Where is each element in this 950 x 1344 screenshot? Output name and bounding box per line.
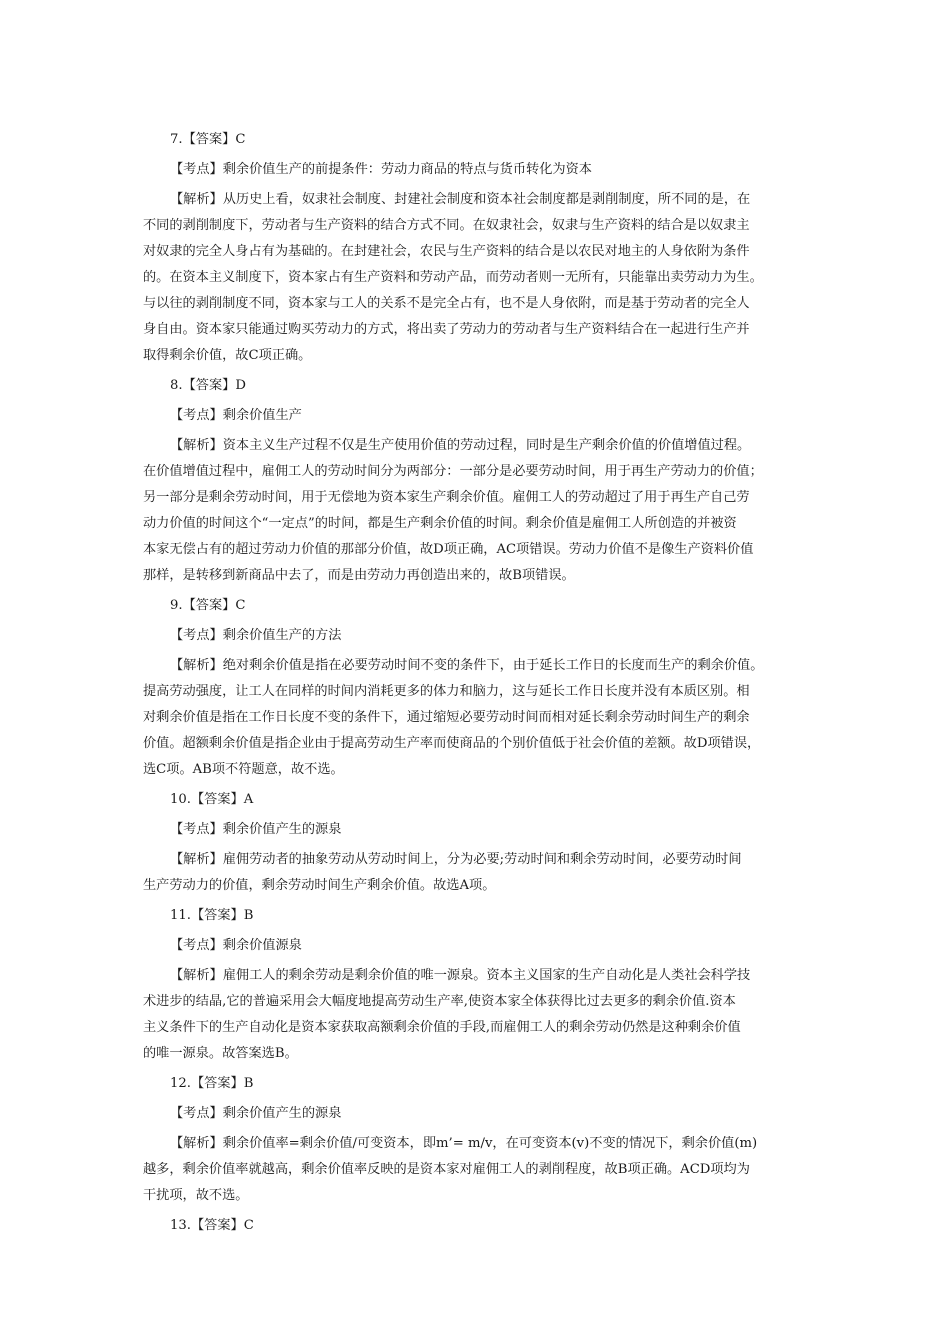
analysis-line: 越多，剩余价值率就越高，剩余价值率反映的是资本家对雇佣工人的剥削程度，故B项正确。ACD项均为 xyxy=(143,1162,750,1177)
analysis-line: 术进步的结晶,它的普遍采用会大幅度地提高劳动生产率,使资本家全体获得比过去更多的剩余价值.资本 xyxy=(143,994,736,1009)
question-7-explanation xyxy=(143,127,813,369)
question-9-explanation xyxy=(143,593,813,783)
knowledge-point-line: 【考点】剩余价值生产的方法 xyxy=(170,628,342,643)
analysis-line: 另一部分是剩余劳动时间，用于无偿地为资本家生产剩余价值。雇佣工人的劳动超过了用于再生产自己劳 xyxy=(143,490,750,505)
analysis-paragraph xyxy=(143,187,813,369)
analysis-paragraph xyxy=(143,847,813,899)
analysis-line: 【解析】雇佣工人的剩余劳动是剩余价值的唯一源泉。资本主义国家的生产自动化是人类社会科学技 xyxy=(170,968,751,983)
knowledge-point-line: 【考点】剩余价值产生的源泉 xyxy=(170,1106,342,1121)
analysis-line: 取得剩余价值，故C项正确。 xyxy=(143,348,312,363)
analysis-line: 那样，是转移到新商品中去了，而是由劳动力再创造出来的，故B项错误。 xyxy=(143,568,575,583)
analysis-line: 生产劳动力的价值，剩余劳动时间生产剩余价值。故选A项。 xyxy=(143,878,496,893)
answer-line: 10.【答案】A xyxy=(170,792,254,807)
answer-line: 8.【答案】D xyxy=(170,378,246,393)
analysis-line: 对奴隶的完全人身占有为基础的。在封建社会，农民与生产资料的结合是以农民对地主的人身依附为条件 xyxy=(143,244,750,259)
knowledge-point-line: 【考点】剩余价值生产 xyxy=(170,408,302,423)
question-11-explanation xyxy=(143,903,813,1067)
analysis-paragraph xyxy=(143,963,813,1067)
question-10-explanation xyxy=(143,787,813,899)
analysis-line: 价值。超额剩余价值是指企业由于提高劳动生产率而使商品的个别价值低于社会价值的差额。故D项错误， xyxy=(143,736,761,751)
analysis-paragraph xyxy=(143,653,813,783)
analysis-line: 【解析】绝对剩余价值是指在必要劳动时间不变的条件下，由于延长工作日的长度而生产的剩余价值。 xyxy=(170,658,764,673)
analysis-line: 【解析】剩余价值率=剩余价值/可变资本，即m’= m/v，在可变资本(v)不变的情况下，剩余价值(m) xyxy=(170,1136,758,1151)
analysis-line: 本家无偿占有的超过劳动力价值的那部分价值，故D项正确，AC项错误。劳动力价值不是像生产资料价值 xyxy=(143,542,754,557)
analysis-line: 与以往的剥削制度不同，资本家与工人的关系不是完全占有，也不是人身依附，而是基于劳动者的完全人 xyxy=(143,296,750,311)
question-12-explanation xyxy=(143,1071,813,1209)
question-8-explanation xyxy=(143,373,813,589)
analysis-line: 的唯一源泉。故答案选B。 xyxy=(143,1046,298,1061)
analysis-line: 【解析】雇佣劳动者的抽象劳动从劳动时间上，分为必要;劳动时间和剩余劳动时间，必要劳动时间 xyxy=(170,852,742,867)
document-page xyxy=(143,127,813,1243)
analysis-line: 提高劳动强度，让工人在同样的时间内消耗更多的体力和脑力，这与延长工作日长度并没有本质区别。相 xyxy=(143,684,750,699)
question-13-explanation xyxy=(143,1213,813,1239)
analysis-line: 【解析】从历史上看，奴隶社会制度、封建社会制度和资本社会制度都是剥削制度，所不同的是，在 xyxy=(170,192,751,207)
knowledge-point-line: 【考点】剩余价值产生的源泉 xyxy=(170,822,342,837)
knowledge-point-line: 【考点】剩余价值源泉 xyxy=(170,938,302,953)
analysis-line: 在价值增值过程中，雇佣工人的劳动时间分为两部分：一部分是必要劳动时间，用于再生产劳动力的价值； xyxy=(143,464,763,479)
analysis-line: 主义条件下的生产自动化是资本家获取高额剩余价值的手段,而雇佣工人的剩余劳动仍然是这种剩余价值 xyxy=(143,1020,741,1035)
analysis-line: 对剩余价值是指在工作日长度不变的条件下，通过缩短必要劳动时间而相对延长剩余劳动时间生产的剩余 xyxy=(143,710,750,725)
analysis-line: 干扰项，故不选。 xyxy=(143,1188,249,1203)
analysis-line: 【解析】资本主义生产过程不仅是生产使用价值的劳动过程，同时是生产剩余价值的价值增值过程。 xyxy=(170,438,751,453)
answer-line: 11.【答案】B xyxy=(170,908,254,923)
analysis-line: 动力价值的时间这个“一定点”的时间，都是生产剩余价值的时间。剩余价值是雇佣工人所创造的并被资 xyxy=(143,516,737,531)
answer-line: 7.【答案】C xyxy=(170,132,246,147)
analysis-line: 选C项。AB项不符题意，故不选。 xyxy=(143,762,344,777)
knowledge-point-line: 【考点】剩余价值生产的前提条件：劳动力商品的特点与货币转化为资本 xyxy=(170,162,592,177)
answer-line: 9.【答案】C xyxy=(170,598,246,613)
answer-line: 12.【答案】B xyxy=(170,1076,254,1091)
analysis-line: 的。在资本主义制度下，资本家占有生产资料和劳动产品，而劳动者则一无所有，只能靠出卖劳动力为生。 xyxy=(143,270,763,285)
analysis-line: 不同的剥削制度下，劳动者与生产资料的结合方式不同。在奴隶社会，奴隶与生产资料的结合是以奴隶主 xyxy=(143,218,750,233)
analysis-paragraph xyxy=(143,433,813,589)
analysis-paragraph xyxy=(143,1131,813,1209)
analysis-line: 身自由。资本家只能通过购买劳动力的方式，将出卖了劳动力的劳动者与生产资料结合在一起进行生产并 xyxy=(143,322,750,337)
answer-line: 13.【答案】C xyxy=(170,1218,254,1233)
